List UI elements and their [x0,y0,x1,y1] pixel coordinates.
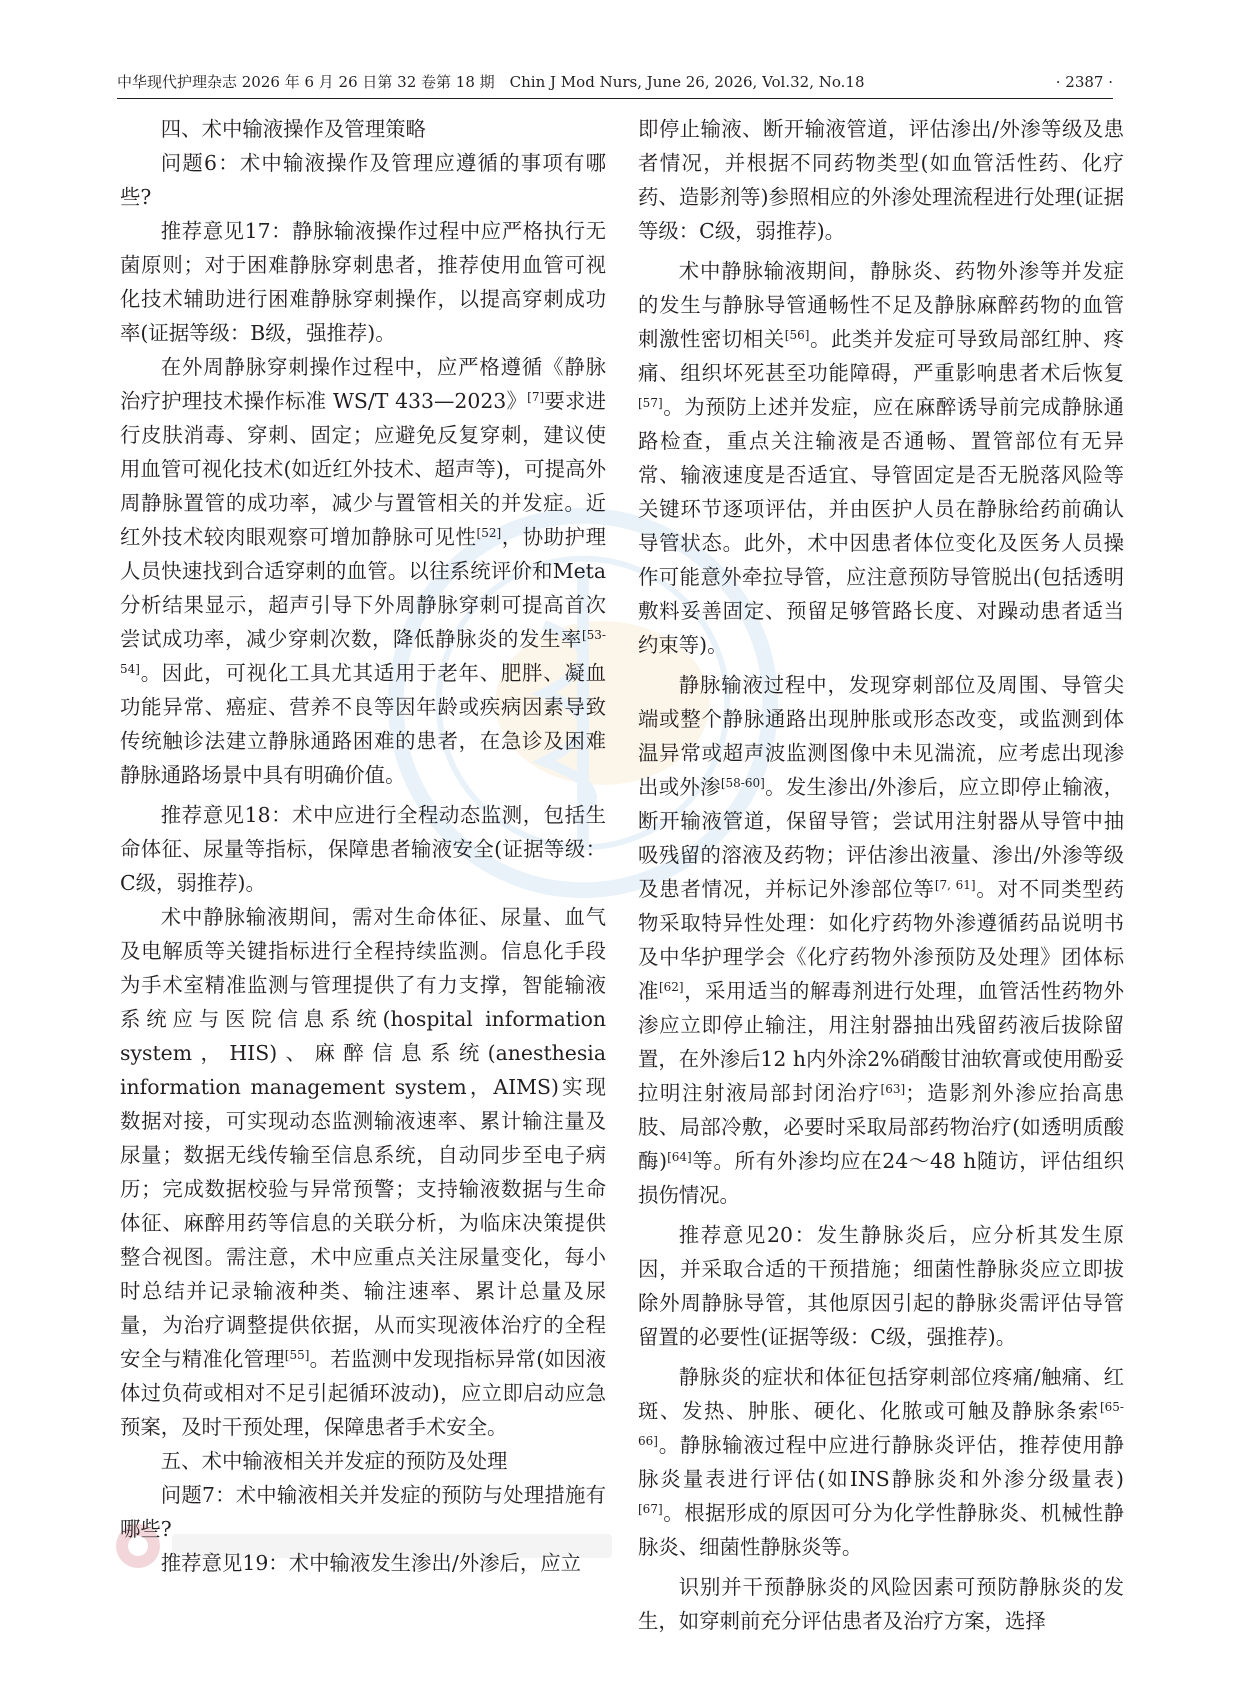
right-column [638,112,1124,1638]
citation-ref: [57] [638,395,663,410]
citation-ref: [62] [658,979,684,994]
text-run: 。发生渗出/外渗后，应立即停止输液，断开输液管道，保留导管；尝试用注射器从导管中抽吸残留的溶液及药物；评估渗出液量、渗出/外渗等级及患者情况，并标记外渗部位等 [638,775,1124,901]
citation-ref: [67] [638,1501,663,1516]
citation-ref: [56] [784,327,810,342]
text-run: ，协助护理人员快速找到合适穿刺的血管。以往系统评价和Meta分析结果显示，超声引导下外周静脉穿刺可提高首次尝试成功率，减少穿刺次数，降低静脉炎的发生率 [120,525,607,651]
running-header [117,66,1113,99]
paragraph [638,1360,1124,1564]
text-run: 。对不同类型药物采取特异性处理：如化疗药物外渗遵循药品说明书及中华护理学会《化疗药物外渗预防及处理》团体标准 [638,877,1125,1003]
text-run: 静脉炎的症状和体征包括穿刺部位疼痛/触痛、红斑、发热、肿胀、硬化、化脓或可触及静脉条索 [638,1365,1124,1423]
text-run: 。为预防上述并发症，应在麻醉诱导前完成静脉通路检查，重点关注输液是否通畅、置管部位有无异常、输液速度是否适宜、导管固定是否无脱落风险等关键环节逐项评估，并由医护人员在静脉给药前确认导管状态。此外，术中因患者体位变化及医务人员操作可能意外牵拉导管，应注意预防导管脱出(包括透明敷料妥善固定、预留足够管路长度、对躁动患者适当约束等)。 [638,395,1124,657]
paragraph: 推荐意见18：术中应进行全程动态监测，包括生命体征、尿量等指标，保障患者输液安全(证据等级：C级，弱推荐)。 [120,803,606,895]
paragraph: 推荐意见17：静脉输液操作过程中应严格执行无菌原则；对于困难静脉穿刺患者，推荐使用血管可视化技术辅助进行困难静脉穿刺操作，以提高穿刺成功率(证据等级：B级，强推荐)。 [120,219,606,345]
text-run: 。若监测中发现指标异常(如因液体过负荷或相对不足引起循环波动)，应立即启动应急预案，及时干预处理，保障患者手术安全。 [120,1347,606,1439]
page-number: · 2387 · [1055,73,1113,91]
paragraph: 问题7：术中输液相关并发症的预防与处理措施有哪些? [120,1483,606,1541]
text-run: 等。所有外渗均应在24～48 h随访，评估组织损伤情况。 [638,1149,1124,1207]
paragraph-continued: 即停止输液、断开输液管道，评估渗出/外渗等级及患者情况，并根据不同药物类型(如血管活性药、化疗药、造影剂等)参照相应的外渗处理流程进行处理(证据等级：C级，弱推荐)。 [638,117,1124,243]
text-run: 术中静脉输液期间，需对生命体征、尿量、血气及电解质等关键指标进行全程持续监测。信息化手段为手术室精准监测与管理提供了有力支撑，智能输液系统应与医院信息系统(hospital information system，HIS)、麻醉信息系统(anesthesia information management system，AIMS)实现数据对接，可实现动态监测输液速率、累计输注量及尿量；数据无线传输至信息系统，自动同步至电子病历；完成数据校验与异常预警；支持输液数据与生命体征、麻醉用药等信息的关联分析，为临床决策提供整合视图。需注意，术中应重点关注尿量变化，每小时总结并记录输液种类、输注速率、累计总量及尿量，为治疗调整提供依据，从而实现液体治疗的全程安全与精准化管理 [120,905,606,1371]
text-run: 。根据形成的原因可分为化学性静脉炎、机械性静脉炎、细菌性静脉炎等。 [638,1501,1124,1559]
citation-ref: [58-60] [720,775,765,790]
citation-ref: [53-54] [120,627,606,676]
citation-ref: [64] [667,1149,692,1164]
citation-ref: [55] [284,1347,310,1362]
citation-ref: [65-66] [638,1399,1124,1448]
section-heading: 四、术中输液操作及管理策略 [160,117,426,141]
paragraph: 推荐意见20：发生静脉炎后，应分析其发生原因，并采取合适的干预措施；细菌性静脉炎应立即拔除外周静脉导管，其他原因引起的静脉炎需评估导管留置的必要性(证据等级：C级，强推荐)。 [638,1223,1124,1349]
text-run: 在外周静脉穿刺操作过程中，应严格遵循《静脉治疗护理技术操作标准 WS/T 433—2023》 [120,355,606,413]
section-heading: 五、术中输液相关并发症的预防及处理 [160,1449,508,1473]
text-run: ，采用适当的解毒剂进行处理，血管活性药物外渗应立即停止输注，用注射器抽出残留药液后拔除留置，在外渗后12 h内外涂2%硝酸甘油软膏或使用酚妥拉明注射液局部封闭治疗 [638,979,1125,1105]
text-run: ；造影剂外渗应抬高患肢、局部冷敷，必要时采取局部药物治疗(如透明质酸酶) [638,1081,1125,1173]
paragraph: 识别并干预静脉炎的风险因素可预防静脉炎的发生，如穿刺前充分评估患者及治疗方案，选择 [638,1575,1124,1633]
citation-ref: [7, 61] [934,877,976,892]
paragraph [120,350,606,792]
citation-ref: [63] [880,1081,906,1096]
text-run: 术中静脉输液期间，静脉炎、药物外渗等并发症的发生与静脉导管通畅性不足及静脉麻醉药物的血管刺激性密切相关 [638,259,1124,351]
paragraph [120,900,606,1444]
text-run: 要求进行皮肤消毒、穿刺、固定；应避免反复穿刺，建议使用血管可视化技术(如近红外技术、超声等)，可提高外周静脉置管的成功率，减少与置管相关的并发症。近红外技术较肉眼观察可增加静脉可见性 [120,389,607,549]
text-run: 。因此，可视化工具尤其适用于老年、肥胖、凝血功能异常、癌症、营养不良等因年龄或疾病因素导致传统触诊法建立静脉通路困难的患者，在急诊及困难静脉通路场景中具有明确价值。 [120,661,606,787]
citation-ref: [7] [527,389,545,404]
paragraph [638,254,1124,662]
citation-ref: [52] [476,525,502,540]
paragraph: 问题6：术中输液操作及管理应遵循的事项有哪些? [120,151,606,209]
left-column [120,112,606,1580]
paragraph [638,668,1124,1212]
text-run: 。静脉输液过程中应进行静脉炎评估，推荐使用静脉炎量表进行评估(如INS静脉炎和外渗分级量表) [638,1433,1124,1491]
text-run: 静脉输液过程中，发现穿刺部位及周围、导管尖端或整个静脉通路出现肿胀或形态改变，或监测到体温异常或超声波监测图像中未见湍流，应考虑出现渗出或外渗 [638,673,1124,799]
text-run: 。此类并发症可导致局部红肿、疼痛、组织坏死甚至功能障碍，严重影响患者术后恢复 [638,327,1124,385]
paragraph: 推荐意见19：术中输液发生渗出/外渗后，应立 [160,1551,582,1575]
journal-citation: 中华现代护理杂志 2026 年 6 月 26 日第 32 卷第 18 期 Chin J Mod Nurs, June 26, 2026, Vol.32, No.18 [117,73,865,91]
